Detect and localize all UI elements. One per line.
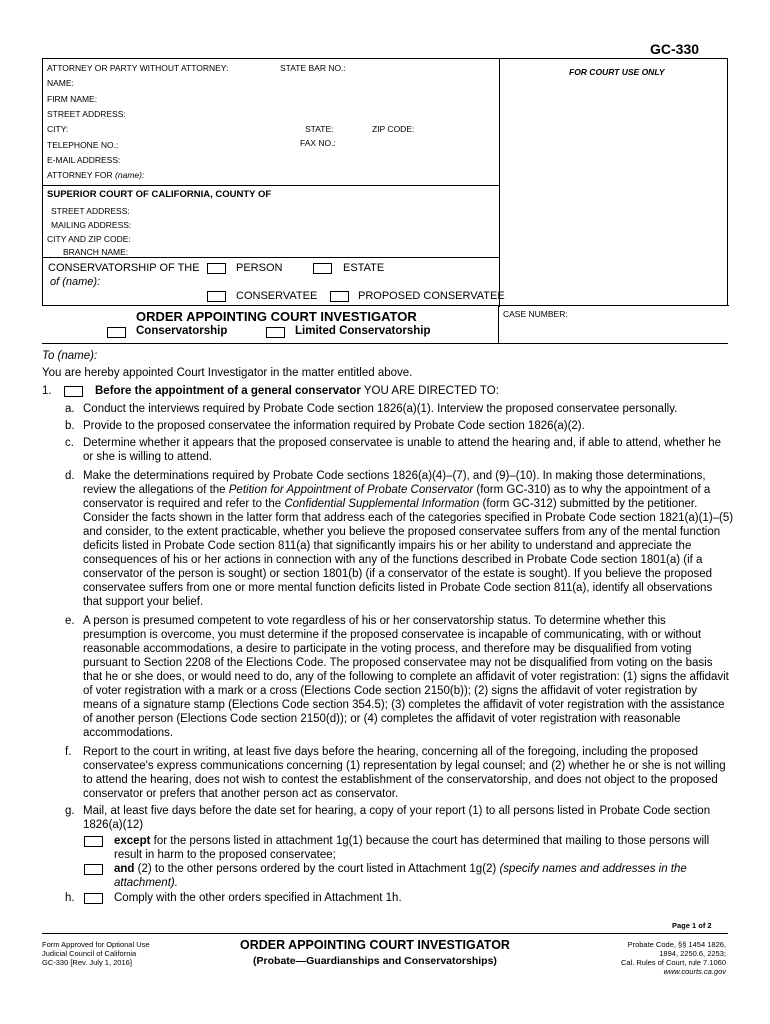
item-e-line4: pursuant to Section 2208 of the Elections Code. The proposed conservatee may not be disqualified from voting on the basis <box>83 657 713 669</box>
order-title: ORDER APPOINTING COURT INVESTIGATOR <box>136 309 417 324</box>
court-title: SUPERIOR COURT OF CALIFORNIA, COUNTY OF <box>47 189 272 200</box>
item-g1-line1: except for the persons listed in attachment 1g(1) because the court has determined that mailing to those persons will <box>114 835 710 847</box>
item-e-line5: that he or she does, or would need to do, any of the following to complete an affidavit of voter registration: (1) signs the affidavit <box>83 671 729 683</box>
conservatorship-option-label: Conservatorship <box>136 325 228 337</box>
fax-label: FAX NO.: <box>300 138 336 148</box>
telephone-label: TELEPHONE NO.: <box>47 140 119 150</box>
conservatorship-of-label: CONSERVATORSHIP OF THE <box>48 262 200 274</box>
item-d-line1: Make the determinations required by Probate Code sections 1826(a)(4)–(7), and (9)–(10). In making those determinations, <box>83 470 706 482</box>
item-b-label: b. <box>65 420 75 432</box>
item-e-label: e. <box>65 615 75 627</box>
item-1-number: 1. <box>42 385 52 397</box>
item-f-line4: conservator or prefers that another person act as conservator. <box>83 788 399 800</box>
item-g1-checkbox[interactable] <box>84 836 103 847</box>
item-a-label: a. <box>65 403 75 415</box>
attorney-for-label: ATTORNEY FOR (name): <box>47 170 145 180</box>
item-e-line9: accommodations. <box>83 727 174 739</box>
item-e-line8: of another person (Elections Code section 2150(d)); or (4) completes the affidavit of voter registration with reasonable <box>83 713 681 725</box>
item-g-label: g. <box>65 805 75 817</box>
court-branch-label: BRANCH NAME: <box>63 247 129 257</box>
court-party-divider <box>43 257 499 258</box>
item-g2-checkbox[interactable] <box>84 864 103 875</box>
footer-right-line1: Probate Code, §§ 1454 1826, <box>627 940 726 949</box>
item-d-line2: review the allegations of the Petition for Appointment of Probate Conservator (form GC-310) as to why the appointment of a <box>83 484 711 496</box>
attorney-court-divider <box>43 185 499 186</box>
item-d-line10: that support your belief. <box>83 596 204 608</box>
item-b-text: Provide to the proposed conservatee the information required by Probate Code section 1826(a)(2). <box>83 420 585 432</box>
person-checkbox[interactable] <box>207 263 226 274</box>
footer-title: ORDER APPOINTING COURT INVESTIGATOR <box>240 938 510 952</box>
footer-left-line1: Form Approved for Optional Use <box>42 940 150 949</box>
item-d-line3: conservator is required and refer to the Confidential Supplemental Information (form GC-312) submitted by the petitioner. <box>83 498 698 510</box>
item-1-heading: Before the appointment of a general conservator YOU ARE DIRECTED TO: <box>95 385 499 397</box>
item-f-line2: conservatee's express communications concerning (1) representation by legal counsel; and (2) whether he or she is not willing <box>83 760 726 772</box>
form-number: GC-330 <box>650 41 700 57</box>
estate-checkbox[interactable] <box>313 263 332 274</box>
case-number-label: CASE NUMBER: <box>503 309 568 319</box>
item-f-line1: Report to the court in writing, at least five days before the hearing, concerning all of the foregoing, including the proposed <box>83 746 698 758</box>
intro-text: You are hereby appointed Court Investigator in the matter entitled above. <box>42 367 413 379</box>
attorney-label: ATTORNEY OR PARTY WITHOUT ATTORNEY: <box>47 63 229 73</box>
item-e-line7: means of a signature stamp (Elections Code section 354.5); (3) completes the affidavit of voter registration with the assistance <box>83 699 725 711</box>
court-city-zip-label: CITY AND ZIP CODE: <box>47 234 131 244</box>
court-use-label: FOR COURT USE ONLY <box>569 67 665 77</box>
item-g-line1: Mail, at least five days before the date set for hearing, a copy of your report (1) to all persons listed in Probate Code section <box>83 805 711 817</box>
item-c-line1: Determine whether it appears that the proposed conservatee is unable to attend the hearing and, if able to attend, whether he <box>83 437 722 449</box>
court-use-divider <box>499 305 729 306</box>
item-e-line6: of voter registration with a mark or a cross (Elections Code section 2150(b)); (2) signs the affidavit of voter registration by <box>83 685 698 697</box>
court-mailing-label: MAILING ADDRESS: <box>51 220 132 230</box>
conservatorship-checkbox[interactable] <box>107 327 126 338</box>
party-title-divider <box>43 305 499 306</box>
item-h-checkbox[interactable] <box>84 893 103 904</box>
item-d-line6: deficits listed in Probate Code section 811(a) that significantly impairs his or her ability to understand and appreciate the <box>83 540 692 552</box>
title-bottom-rule <box>42 343 728 344</box>
item-1-checkbox[interactable] <box>64 386 83 397</box>
item-d-line5: and consider, to the extent practicable, whether you believe the proposed conservatee suffers from any of the mental function <box>83 526 721 538</box>
item-a-text: Conduct the interviews required by Probate Code section 1826(a)(1). Interview the proposed conservatee personally. <box>83 403 678 415</box>
item-d-line7: consequences of his or her actions in connection with any of the functions described in Probate Code section 1801(a) (if a <box>83 554 703 566</box>
footer-right-line3: Cal. Rules of Court, rule 7.1060 <box>620 958 726 967</box>
item-f-label: f. <box>65 746 72 758</box>
page-number: Page 1 of 2 <box>672 921 712 930</box>
person-label: PERSON <box>236 262 283 274</box>
item-f-line3: to attend the hearing, does not wish to contest the establishment of the conservatorship, and does not object to the proposed <box>83 774 718 786</box>
item-h-label: h. <box>65 892 75 904</box>
state-label: STATE: <box>305 124 334 134</box>
court-street-label: STREET ADDRESS: <box>51 206 130 216</box>
item-g2-line2: attachment). <box>114 877 178 889</box>
footer-left-line2: Judicial Council of California <box>42 949 137 958</box>
item-d-label: d. <box>65 470 75 482</box>
limited-conservatorship-label: Limited Conservatorship <box>295 325 431 337</box>
city-label: CITY: <box>47 124 69 134</box>
zip-code-label: ZIP CODE: <box>372 124 415 134</box>
caption-divider <box>499 59 500 307</box>
item-c-label: c. <box>65 437 74 449</box>
proposed-conservatee-checkbox[interactable] <box>330 291 349 302</box>
item-g1-line2: result in harm to the proposed conservatee; <box>114 849 336 861</box>
footer-right-line2: 1894, 2250.6, 2253; <box>659 949 726 958</box>
item-d-line9: conservatee suffers from one or more mental function deficits listed in Probate Code section 811(a), identify all observations <box>83 582 713 594</box>
proposed-conservatee-label: PROPOSED CONSERVATEE <box>358 290 505 302</box>
firm-name-label: FIRM NAME: <box>47 94 98 104</box>
estate-label: ESTATE <box>343 262 385 274</box>
name-label: NAME: <box>47 78 74 88</box>
item-g2-line1: and (2) to the other persons ordered by the court listed in Attachment 1g(2) (specify names and addresses in the <box>114 863 687 875</box>
limited-conservatorship-checkbox[interactable] <box>266 327 285 338</box>
conservatee-checkbox[interactable] <box>207 291 226 302</box>
street-address-label: STREET ADDRESS: <box>47 109 126 119</box>
item-d-line4: Consider the facts shown in the latter form that address each of the categories specified in Probate Code section 1821(a)(1)–(5) <box>83 512 734 524</box>
item-d-line8: conservator of the person is sought) or section 1801(b) (if a conservator of the estate is sought). If you believe the proposed <box>83 568 713 580</box>
conservatee-label: CONSERVATEE <box>236 290 318 302</box>
footer-website-link[interactable]: www.courts.ca.gov <box>663 967 726 976</box>
item-c-line2: or she is willing to attend. <box>83 451 213 463</box>
footer-subtitle: (Probate—Guardianships and Conservatorships) <box>253 955 497 967</box>
item-e-line3: reasonable accommodations, a desire to participate in the voting process, and therefore may be disqualified from voting <box>83 643 692 655</box>
to-name-label: To (name): <box>42 350 98 362</box>
state-bar-label: STATE BAR NO.: <box>280 63 346 73</box>
item-e-line1: A person is presumed competent to vote regardless of his or her conservatorship status. To determine whether this <box>83 615 666 627</box>
footer-left-line3: GC-330 [Rev. July 1, 2016] <box>42 958 132 967</box>
email-label: E-MAIL ADDRESS: <box>47 155 121 165</box>
item-g-line2: 1826(a)(12) <box>83 819 144 831</box>
case-number-divider <box>498 306 499 344</box>
of-name-label: of (name): <box>50 276 101 288</box>
item-h-text: Comply with the other orders specified in Attachment 1h. <box>114 892 402 904</box>
item-e-line2: presumption is overcome, you must determine if the proposed conservatee is incapable of communicating, with or without <box>83 629 702 641</box>
footer-rule <box>42 933 728 934</box>
